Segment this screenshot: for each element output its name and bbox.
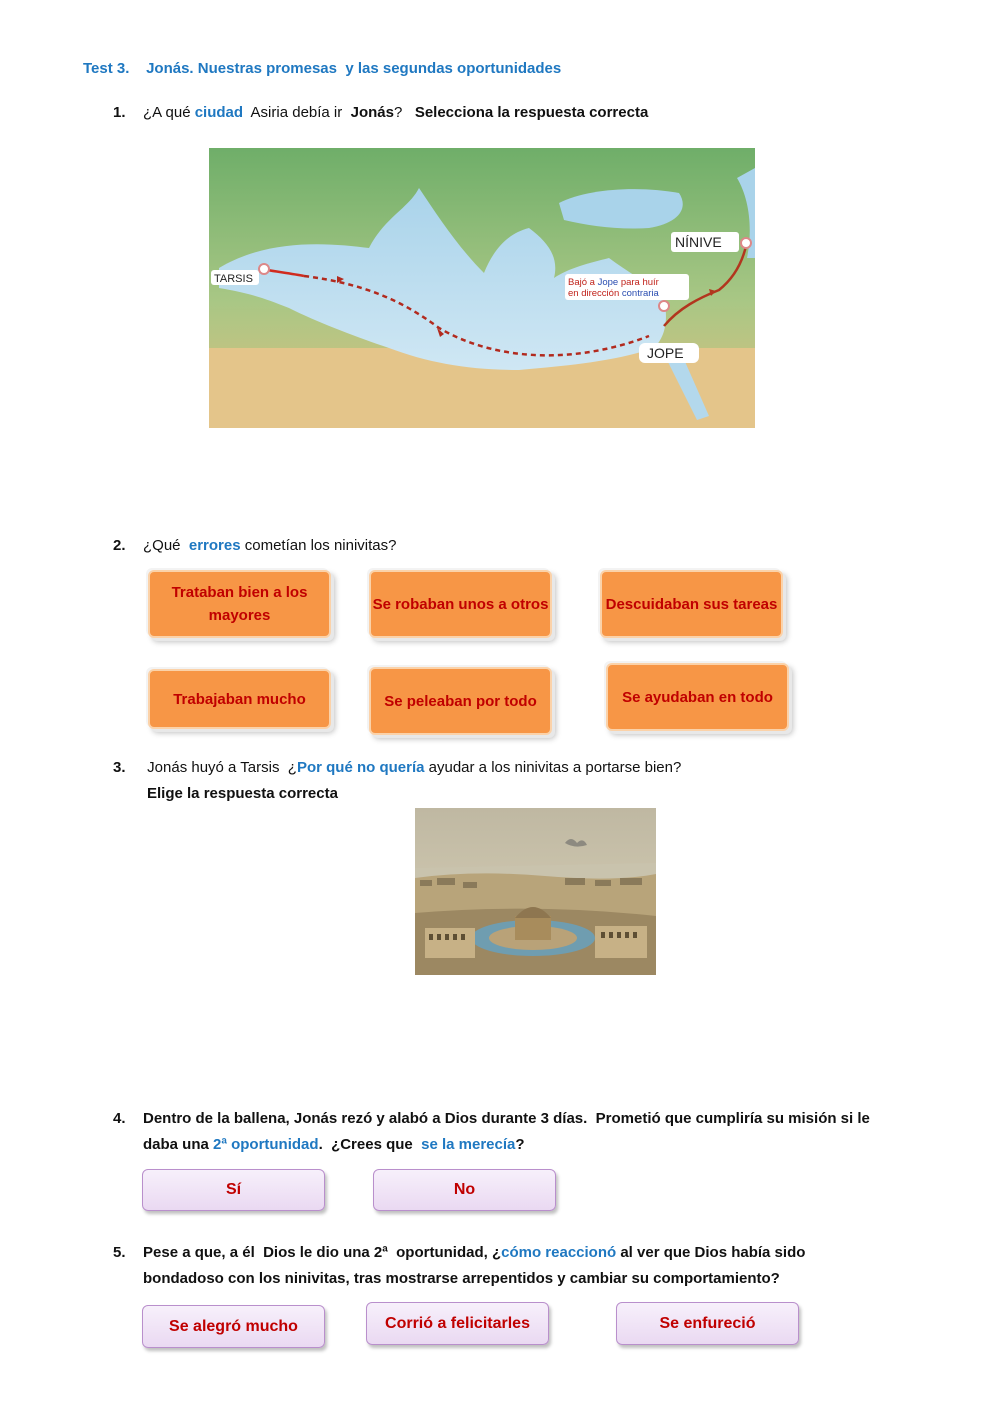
answer-option[interactable]: Se alegró mucho <box>142 1305 325 1348</box>
answer-option[interactable]: Trataban bien a los mayores <box>148 570 331 638</box>
answer-option[interactable]: Corrió a felicitarles <box>366 1302 549 1345</box>
question-4-line2: daba una 2ª oportunidad. ¿Crees que se la merecía? <box>143 1136 525 1153</box>
answer-option[interactable]: Trabajaban mucho <box>148 669 331 729</box>
jope-label: JOPE <box>647 345 684 361</box>
ninive-city-illustration[interactable] <box>415 808 656 975</box>
question-5: 5. Pese a que, a él Dios le dio una 2ª oportunidad, ¿cómo reaccionó al ver que Dios había sido <box>113 1240 805 1266</box>
question-4: 4. Dentro de la ballena, Jonás rezó y alabó a Dios durante 3 días. Prometió que cumpliría su misión si le <box>113 1106 870 1132</box>
route-note: Bajó a Jope para huír <box>568 277 659 288</box>
jope-marker <box>659 301 669 311</box>
answer-no-button[interactable]: No <box>373 1169 556 1211</box>
question-1: 1. ¿A qué ciudad Asiria debía ir Jonás? Selecciona la respuesta correcta <box>113 100 648 126</box>
ninive-marker <box>741 238 751 248</box>
answer-option[interactable]: Se enfureció <box>616 1302 799 1345</box>
answer-option[interactable]: Se robaban unos a otros <box>369 570 552 638</box>
mediterranean-route-map[interactable] <box>209 148 755 428</box>
answer-yes-button[interactable]: Sí <box>142 1169 325 1211</box>
question-number: 1. <box>113 104 126 121</box>
question-number: 2. <box>113 537 126 554</box>
question-number: 3. <box>113 759 126 776</box>
temple <box>515 916 551 940</box>
answer-option[interactable]: Descuidaban sus tareas <box>600 570 783 638</box>
question-3-instruction: Elige la respuesta correcta <box>147 785 338 802</box>
palace-left <box>425 928 475 958</box>
question-number: 5. <box>113 1244 126 1261</box>
tarsis-label: TARSIS <box>214 273 253 285</box>
palace-right <box>595 926 647 958</box>
question-5-line2: bondadoso con los ninivitas, tras mostrarse arrepentidos y cambiar su comportamiento? <box>143 1270 780 1287</box>
question-number: 4. <box>113 1110 126 1127</box>
worksheet-title: Test 3. Jonás. Nuestras promesas y las segundas oportunidades <box>83 60 562 77</box>
answer-option[interactable]: Se ayudaban en todo <box>606 663 789 731</box>
answer-option[interactable]: Se peleaban por todo <box>369 667 552 735</box>
question-3: 3. Jonás huyó a Tarsis ¿Por qué no quería ayudar a los ninivitas a portarse bien? <box>113 755 681 781</box>
route-note: en dirección contraria <box>568 288 659 299</box>
ninive-label: NÍNIVE <box>675 234 722 250</box>
tarsis-marker <box>259 264 269 274</box>
question-2: 2. ¿Qué errores cometían los ninivitas? <box>113 533 396 559</box>
